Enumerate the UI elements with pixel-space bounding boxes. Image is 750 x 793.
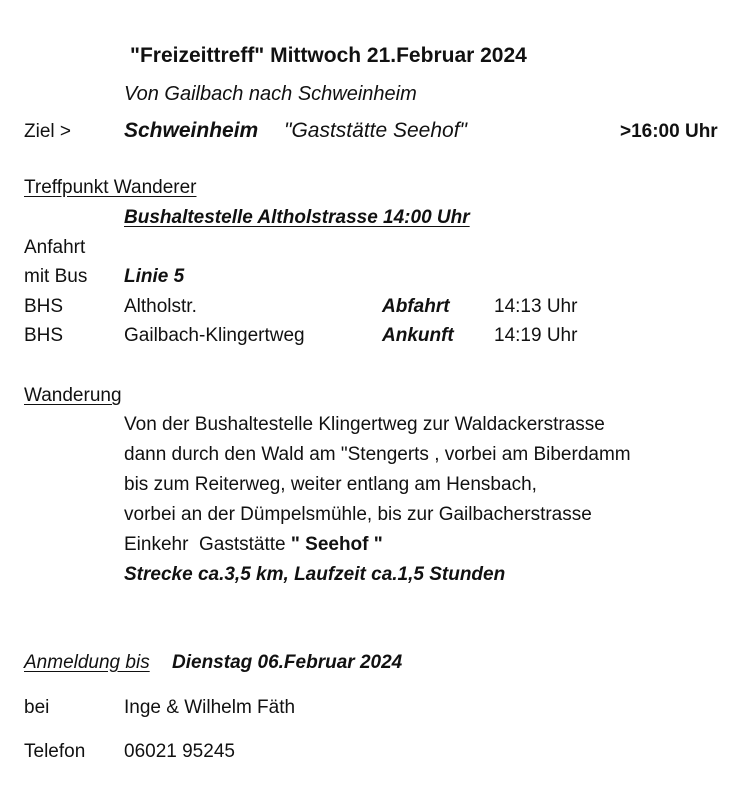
strecke-info: Strecke ca.3,5 km, Laufzeit ca.1,5 Stunden	[124, 564, 506, 585]
ziel-venue: "Gaststätte Seehof"	[284, 119, 468, 142]
stop-abbr: BHS	[24, 325, 64, 346]
anmeldung-label: Anmeldung bis	[24, 652, 150, 673]
telefon-label: Telefon	[24, 741, 86, 762]
stop-type: Abfahrt	[382, 296, 450, 317]
page-subtitle: Von Gailbach nach Schweinheim	[124, 83, 417, 105]
wanderung-line: dann durch den Wald am "Stengerts , vorbei am Biberdamm	[124, 444, 631, 465]
einkehr-name: " Seehof "	[290, 534, 383, 555]
ziel-place: Schweinheim	[124, 119, 259, 142]
stop-type: Ankunft	[382, 325, 454, 346]
bus-line: Linie 5	[124, 266, 185, 287]
treffpunkt-location: Bushaltestelle Altholstrasse 14:00 Uhr	[124, 207, 470, 228]
stop-time: 14:13 Uhr	[494, 296, 578, 317]
stop-name: Gailbach-Klingertweg	[124, 325, 305, 346]
einkehr-prefix: Einkehr Gaststätte	[124, 534, 291, 555]
telefon-number: 06021 95245	[124, 741, 235, 762]
ziel-label: Ziel >	[24, 121, 71, 142]
wanderung-line: bis zum Reiterweg, weiter entlang am Hensbach,	[124, 474, 537, 495]
stop-time: 14:19 Uhr	[494, 325, 578, 346]
treffpunkt-heading: Treffpunkt Wanderer	[24, 177, 197, 198]
anmeldung-date: Dienstag 06.Februar 2024	[172, 652, 403, 673]
wanderung-line: Von der Bushaltestelle Klingertweg zur Waldackerstrasse	[124, 414, 605, 435]
page-title: "Freizeittreff" Mittwoch 21.Februar 2024	[130, 44, 527, 67]
anfahrt-bus-label: mit Bus	[24, 266, 88, 287]
contact-names: Inge & Wilhelm Fäth	[124, 697, 296, 718]
anfahrt-label: Anfahrt	[24, 237, 86, 258]
ziel-time: >16:00 Uhr	[620, 121, 718, 142]
stop-abbr: BHS	[24, 296, 64, 317]
wanderung-line: vorbei an der Dümpelsmühle, bis zur Gailbacherstrasse	[124, 504, 592, 525]
stop-name: Altholstr.	[124, 296, 197, 317]
wanderung-heading: Wanderung	[24, 385, 122, 406]
bei-label: bei	[24, 697, 50, 718]
einkehr-line	[124, 533, 383, 557]
